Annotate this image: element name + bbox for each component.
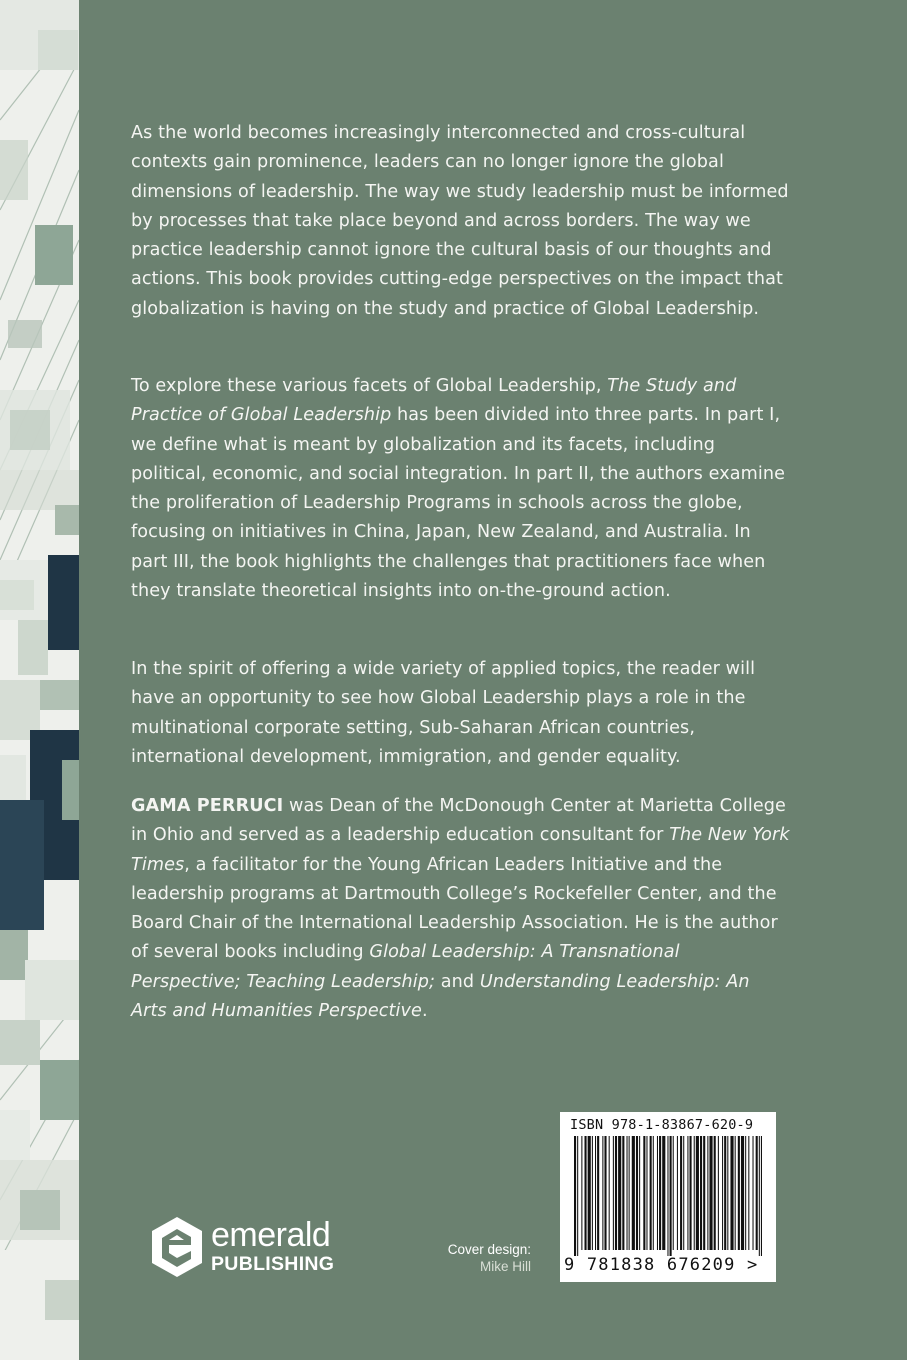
book-title-italic: The Study and Practice of Global Leadership (131, 376, 737, 426)
barcode-bar (639, 1136, 640, 1250)
books-italic-1: Global Leadership: A Transnational Perspective; Teaching Leadership; (131, 942, 680, 992)
description-paragraph-2 (131, 372, 791, 606)
barcode-bar (727, 1136, 728, 1250)
barcode-bar (670, 1136, 672, 1256)
barcode-bar (636, 1136, 638, 1250)
barcode-bar (745, 1136, 746, 1250)
barcode-bar (585, 1136, 587, 1250)
barcode-bar (632, 1136, 635, 1250)
barcode-bar (609, 1136, 610, 1250)
paragraph-2-body: has been divided into three parts. In part I, we define what is meant by globalization and its facets, including political, economic, and social integration. In part II, the authors examine the proliferation of Leadership Programs in schools across the globe, focusing on initiatives in China, Japan, New Zealand, and Australia. In part III, the book highlights the challenges that practitioners face when they translate theoretical insights into on-the-ground action. (131, 405, 786, 602)
barcode-bar (577, 1136, 578, 1256)
isbn-label: ISBN 978-1-83867-620-9 (570, 1117, 754, 1133)
decorative-art-strip (0, 0, 79, 1360)
barcode-bar (673, 1136, 674, 1250)
barcode-bar (653, 1136, 654, 1250)
back-cover (79, 0, 907, 1360)
barcode-bar (613, 1136, 614, 1250)
barcode-bar (646, 1136, 647, 1250)
barcode-bar (677, 1136, 678, 1250)
emerald-hexagon-icon (149, 1215, 205, 1279)
barcode-bar (659, 1136, 661, 1250)
barcode-bar (694, 1136, 695, 1250)
barcode-bar (687, 1136, 688, 1250)
paragraph-1-text: As the world becomes increasingly interconnected and cross-cultural contexts gain prominence, leaders can no longer ignore the global dimensions of leadership. The way we study leadership must be informed by processes that take place beyond and across borders. The way we practice leadership cannot ignore the cultural basis of our thoughts and actions. This book provides cutting-edge perspectives on the impact that globalization is having on the study and practice of Global Leadership. (131, 123, 789, 319)
barcode-bar (588, 1136, 591, 1250)
paragraph-3-text: In the spirit of offering a wide variety of applied topics, the reader will have an opportunity to see how Global Leadership plays a role in the multinational corporate setting, Sub-Saharan African countries, international development, immigration, and gender equality. (131, 659, 756, 767)
barcode-bar (657, 1136, 658, 1250)
barcode-bar (629, 1136, 630, 1250)
barcode-bar (581, 1136, 582, 1250)
barcode-bar (748, 1136, 749, 1250)
description-paragraph-3 (131, 655, 791, 772)
credit-name: Mike Hill (479, 1259, 531, 1274)
description-paragraph-1 (131, 119, 791, 324)
abstract-radial-art (0, 0, 79, 1360)
barcode-bars (574, 1136, 762, 1256)
barcode-bar (602, 1136, 603, 1250)
author-name: GAMA PERRUCI (131, 796, 284, 816)
barcode-bar (618, 1136, 621, 1250)
barcode-bar (680, 1136, 682, 1250)
barcode-bar (753, 1136, 754, 1250)
author-bio-text-c: and (435, 971, 480, 992)
books-italic-2: Understanding Leadership: An Arts and Humanities Perspective (131, 971, 750, 1022)
barcode-bar (761, 1136, 762, 1256)
barcode-bar (627, 1136, 628, 1250)
barcode-bar (662, 1136, 665, 1250)
barcode-bar (730, 1136, 733, 1250)
publisher-subtitle: PUBLISHING (211, 1253, 335, 1275)
barcode-bar (574, 1136, 576, 1256)
barcode-bar (595, 1136, 596, 1250)
barcode-bar (718, 1136, 719, 1250)
barcode-bar (667, 1136, 668, 1256)
barcode-bar (643, 1136, 645, 1250)
barcode-digits: 9 781838 676209 > (564, 1255, 759, 1275)
barcode-bar (696, 1136, 699, 1250)
barcode-bar (756, 1136, 758, 1250)
barcode-bar (735, 1136, 736, 1250)
barcode-bar (707, 1136, 708, 1250)
barcode-bar (709, 1136, 712, 1250)
barcode-bar (738, 1136, 740, 1250)
barcode-bar (597, 1136, 599, 1250)
author-bio-end: . (421, 1001, 428, 1022)
author-bio-text-b: , a facilitator for the Young African Leaders Initiative and the leadership programs at Dartmouth College’s Rockefeller Center, and the Board Chair of the International Leadership Association. He is the author of several books including (131, 854, 778, 963)
barcode-bar (724, 1136, 726, 1250)
barcode-bar (683, 1136, 684, 1250)
barcode-bar (759, 1136, 760, 1256)
barcode-bar (741, 1136, 744, 1250)
paragraph-2-intro: To explore these various facets of Global Leadership, (131, 376, 608, 396)
cover-design-credit (419, 1241, 531, 1275)
publisher-wordmark: emerald (211, 1216, 331, 1254)
credit-label: Cover design: (447, 1242, 531, 1257)
emerald-publishing-logo (149, 1215, 359, 1285)
barcode-bar (714, 1136, 716, 1250)
barcode-bar (650, 1136, 652, 1250)
author-bio-text-a: was Dean of the McDonough Center at Marietta College in Ohio and served as a leadership education consultant for (131, 796, 786, 846)
barcode-bar (592, 1136, 593, 1250)
nyt-italic: The New York Times (131, 825, 790, 875)
barcode-bar (615, 1136, 617, 1250)
barcode-bar (604, 1136, 606, 1250)
barcode-bar (722, 1136, 723, 1250)
barcode-bar (622, 1136, 624, 1250)
barcode-bar (690, 1136, 692, 1250)
author-bio (131, 792, 791, 1026)
isbn-barcode (560, 1112, 776, 1282)
barcode-bar (703, 1136, 705, 1250)
barcode-bar (700, 1136, 702, 1250)
